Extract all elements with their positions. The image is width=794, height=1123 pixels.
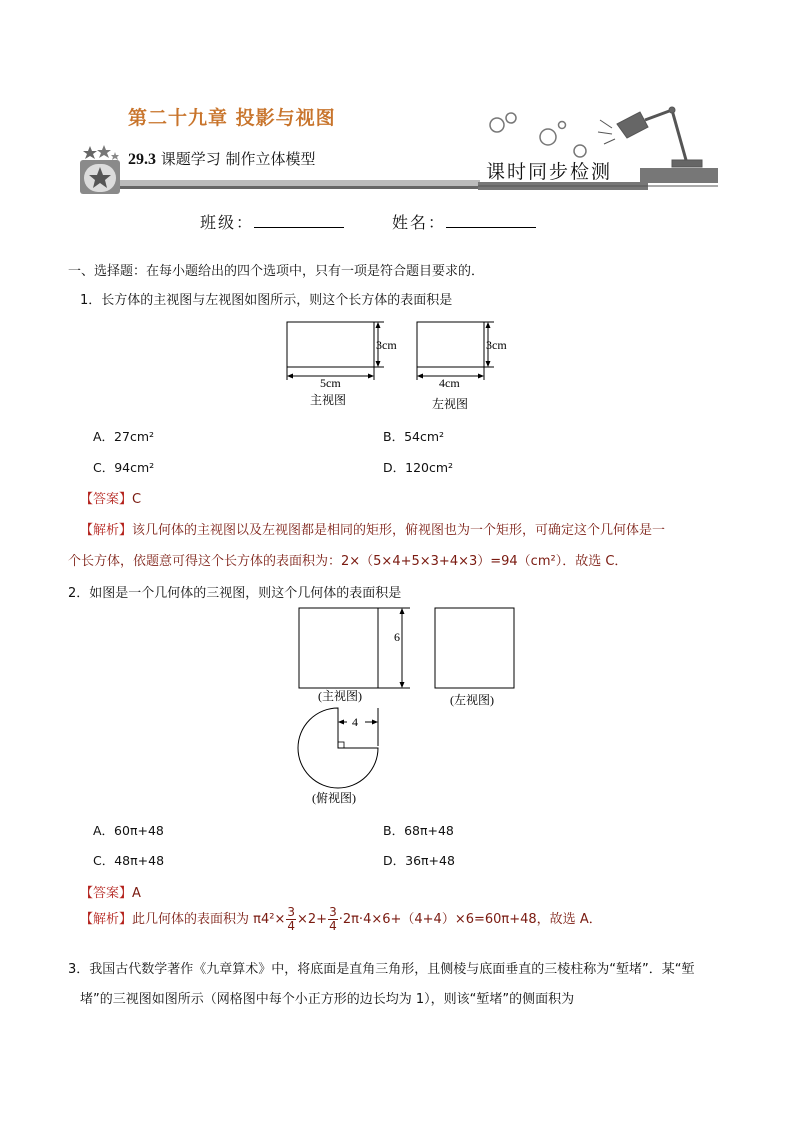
desk-lamp-icon [598, 107, 702, 167]
q2-analysis-mid: ×2+ [297, 912, 328, 928]
q1-answer-value: C [132, 492, 142, 507]
name-blank[interactable] [446, 211, 536, 228]
q1-front-caption: 主视图 [310, 393, 347, 407]
q1-analysis-1 [80, 519, 665, 538]
q1-analysis-text-1: 该几何体的主视图以及左视图都是相同的矩形，俯视图也为一个矩形，可确定这个几何体是一 [132, 523, 666, 538]
q2-fraction-2 [328, 906, 338, 933]
q2-option-a[interactable]: A．60π+48 [93, 823, 164, 838]
q1-front-rect [287, 322, 374, 367]
instructions: 一、选择题：在每小题给出的四个选项中，只有一项是符合题目要求的． [68, 264, 485, 279]
q2-answer-label: 【答案】 [80, 886, 133, 901]
q1-answer [80, 488, 141, 507]
q2-frac2-den: 4 [329, 919, 337, 934]
q2-radius-label: 4 [352, 715, 358, 729]
q3-stem-2: 堵”的三视图如图所示（网格图中每个小正方形的边长均为 1），则该“堑堵”的侧面积为 [80, 992, 575, 1007]
name-field [392, 210, 536, 233]
q1-option-b[interactable]: B．54cm² [383, 429, 445, 444]
bubbles-icon [490, 113, 586, 157]
q1-front-height: 3cm [376, 338, 397, 352]
section-number: 29.3 [128, 151, 156, 168]
class-blank[interactable] [254, 211, 344, 228]
q1-option-a[interactable]: A．27cm² [93, 429, 155, 444]
chapter-title: 第二十九章 投影与视图 [128, 107, 336, 129]
q1-left-width: 4cm [439, 376, 460, 390]
class-field [200, 210, 344, 233]
q2-analysis-pre: 此几何体的表面积为 π4²× [132, 912, 286, 928]
q1-analysis-2: 个长方体，依题意可得这个长方体的表面积为：2×（5×4+5×3+4×3）=94（cm²）．故选 C． [68, 554, 628, 569]
q2-frac1-num: 3 [287, 905, 295, 919]
header-decoration [0, 0, 794, 200]
q2-analysis-label: 【解析】 [80, 912, 133, 928]
q2-fraction-1 [286, 906, 296, 933]
q2-option-d[interactable]: D．36π+48 [383, 853, 455, 868]
q1-analysis-label: 【解析】 [80, 523, 133, 538]
q2-front-rect [299, 608, 378, 688]
badge-text: 课时同步检测 [486, 161, 613, 183]
q2-stem: 2．如图是一个几何体的三视图，则这个几何体的表面积是 [68, 586, 402, 601]
q2-height-label: 6 [394, 630, 400, 644]
q1-left-caption: 左视图 [432, 397, 469, 411]
q1-left-height: 3cm [486, 338, 507, 352]
q1-option-d[interactable]: D．120cm² [383, 460, 454, 475]
class-label: 班级： [200, 213, 255, 232]
name-label: 姓名： [392, 213, 447, 232]
q1-left-rect [417, 322, 484, 367]
star-badge-icon [80, 145, 120, 194]
section-name: 课题学习 制作立体模型 [160, 150, 316, 168]
q2-frac2-num: 3 [329, 905, 337, 919]
q2-figure [292, 604, 532, 814]
q1-stem: 1．长方体的主视图与左视图如图所示，则这个长方体的表面积是 [80, 293, 453, 308]
q2-top-caption: (俯视图) [312, 791, 356, 805]
q2-answer-value: A [132, 886, 141, 901]
q2-left-caption: (左视图) [450, 693, 494, 707]
q2-front-caption: (主视图) [318, 689, 362, 703]
q3-stem-1: 3．我国古代数学著作《九章算术》中，将底面是直角三角形，且侧棱与底面垂直的三棱柱称为“堑堵”．某“堑 [68, 962, 695, 977]
q1-figure [280, 314, 520, 414]
section-title [128, 148, 316, 169]
q2-left-rect [435, 608, 514, 688]
q2-analysis-post: ·2π·4×6+（4+4）×6=60π+48，故选 A． [338, 912, 602, 928]
q1-option-c[interactable]: C．94cm² [93, 460, 155, 475]
q1-answer-label: 【答案】 [80, 492, 133, 507]
q2-frac1-den: 4 [287, 919, 295, 934]
q2-answer [80, 882, 141, 901]
q1-front-width: 5cm [320, 376, 341, 390]
q2-analysis [80, 906, 602, 933]
q2-option-b[interactable]: B．68π+48 [383, 823, 454, 838]
q2-option-c[interactable]: C．48π+48 [93, 853, 165, 868]
